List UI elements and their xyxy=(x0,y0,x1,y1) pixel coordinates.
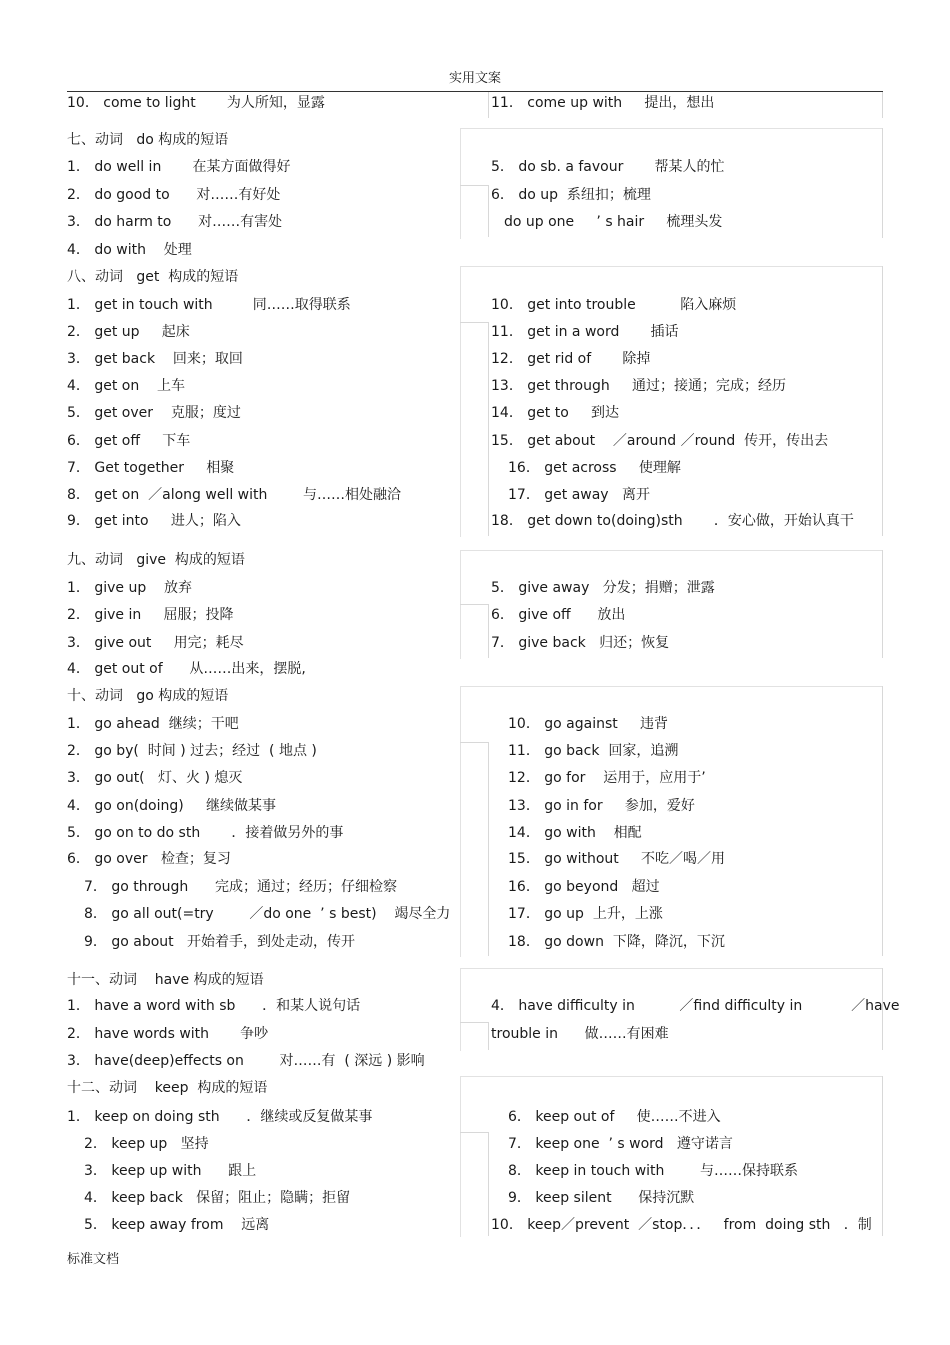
phrase-entry: do up one ’ s hair 梳理头发 xyxy=(504,214,723,230)
table-line xyxy=(488,322,489,536)
table-line xyxy=(882,266,883,536)
phrase-entry: 3． have(deep)effects on 对……有 ( 深远 ) 影响 xyxy=(67,1053,425,1069)
table-line xyxy=(460,1132,488,1133)
phrase-entry: 8． keep in touch with 与……保持联系 xyxy=(508,1163,798,1179)
phrase-entry: 14． go with 相配 xyxy=(508,825,642,841)
table-box xyxy=(460,1076,883,1237)
phrase-entry: 5． do sb. a favour 帮某人的忙 xyxy=(491,159,725,175)
phrase-entry: 15． get about ／around ／round 传开，传出去 xyxy=(491,433,829,449)
phrase-entry: 14． get to 到达 xyxy=(491,405,620,421)
table-line xyxy=(460,185,488,186)
page-footer: 标准文档 xyxy=(67,1252,120,1267)
phrase-entry: 15． go without 不吃／喝／用 xyxy=(508,851,726,867)
phrase-entry: 6． give off 放出 xyxy=(491,607,626,623)
section-heading: 十一、动词 have 构成的短语 xyxy=(67,972,264,988)
phrase-entry: 11． go back 回家，追溯 xyxy=(508,743,679,759)
section-heading: 八、动词 get 构成的短语 xyxy=(67,269,239,285)
phrase-entry: 17． get away 离开 xyxy=(508,487,650,503)
phrase-entry: 1． give up 放弃 xyxy=(67,580,193,596)
table-line xyxy=(882,1076,883,1236)
phrase-entry: 7． go through 完成；通过；经历；仔细检察 xyxy=(84,879,397,895)
table-line xyxy=(488,1132,489,1236)
phrase-entry: 7． keep one ’ s word 遵守诺言 xyxy=(508,1136,733,1152)
phrase-entry: trouble in 做……有困难 xyxy=(491,1026,669,1042)
phrase-entry: 5． give away 分发；捐赠；泄露 xyxy=(491,580,715,596)
phrase-entry: 13． go in for 参加，爱好 xyxy=(508,798,695,814)
phrase-entry: 4． do with 处理 xyxy=(67,242,192,258)
table-line xyxy=(488,604,489,658)
phrase-entry: 11． get in a word 插话 xyxy=(491,324,679,340)
phrase-entry: 9． get into 进人；陷入 xyxy=(67,513,241,529)
phrase-entry: 4． get out of 从……出来，摆脱, xyxy=(67,661,306,677)
page-header: 实用文案 xyxy=(448,71,501,86)
phrase-entry: 6． go over 检查；复习 xyxy=(67,851,231,867)
phrase-entry: 10． come to light 为人所知，显露 xyxy=(67,95,325,111)
phrase-entry: 12． get rid of 除掉 xyxy=(491,351,651,367)
phrase-entry: 1． do well in 在某方面做得好 xyxy=(67,159,291,175)
phrase-entry: 10． keep／prevent ／stop．．． from doing sth ．制 xyxy=(491,1217,872,1233)
table-line xyxy=(882,128,883,238)
table-line xyxy=(882,686,883,956)
phrase-entry: 12． go for 运用于，应用于’ xyxy=(508,770,706,786)
phrase-entry: 3． keep up with 跟上 xyxy=(84,1163,257,1179)
header-rule xyxy=(67,91,883,92)
phrase-entry: 5． go on to do sth ．接着做另外的事 xyxy=(67,825,344,841)
table-line xyxy=(460,1022,488,1023)
phrase-entry: 1． keep on doing sth ．继续或反复做某事 xyxy=(67,1109,373,1125)
phrase-entry: 4． go on(doing) 继续做某事 xyxy=(67,798,276,814)
phrase-entry: 1． get in touch with 同……取得联系 xyxy=(67,297,351,313)
phrase-entry: 18． get down to(doing)sth ．安心做，开始认真干 xyxy=(491,513,854,529)
phrase-entry: 11． come up with 提出，想出 xyxy=(491,95,715,111)
phrase-entry: 10． go against 违背 xyxy=(508,716,669,732)
table-line xyxy=(882,550,883,658)
table-line xyxy=(460,604,488,605)
phrase-entry: 9． keep silent 保持沉默 xyxy=(508,1190,695,1206)
section-heading: 七、动词 do 构成的短语 xyxy=(67,132,229,148)
phrase-entry: 3． do harm to 对……有害处 xyxy=(67,214,283,230)
phrase-entry: 6． get off 下车 xyxy=(67,433,191,449)
phrase-entry: 2． do good to 对……有好处 xyxy=(67,187,281,203)
phrase-entry: 2． go by( 时间 ) 过去；经过 ( 地点 ) xyxy=(67,743,317,759)
table-line xyxy=(488,92,489,118)
phrase-entry: 3． get back 回来；取回 xyxy=(67,351,243,367)
table-line xyxy=(460,322,488,323)
phrase-entry: 5． keep away from 远离 xyxy=(84,1217,270,1233)
table-line xyxy=(460,742,488,743)
phrase-entry: 4． keep back 保留；阻止；隐瞒；拒留 xyxy=(84,1190,351,1206)
section-heading: 十、动词 go 构成的短语 xyxy=(67,688,229,704)
section-heading: 九、动词 give 构成的短语 xyxy=(67,552,245,568)
phrase-entry: 2． get up 起床 xyxy=(67,324,190,340)
phrase-entry: 1． go ahead 继续；干吧 xyxy=(67,716,239,732)
phrase-entry: 9． go about 开始着手，到处走动，传开 xyxy=(84,934,356,950)
table-line xyxy=(488,742,489,956)
phrase-entry: 6． keep out of 使……不进入 xyxy=(508,1109,721,1125)
phrase-entry: 16． get across 使理解 xyxy=(508,460,681,476)
phrase-entry: 4． have difficulty in ／find difficulty in ／have xyxy=(491,998,900,1014)
phrase-entry: 8． go all out(=try ／do one ’ s best) 竭尽全力 xyxy=(84,906,451,922)
phrase-entry: 13． get through 通过；接通；完成；经历 xyxy=(491,378,786,394)
phrase-entry: 2． give in 屈服；投降 xyxy=(67,607,234,623)
phrase-entry: 6． do up 系纽扣；梳理 xyxy=(491,187,651,203)
phrase-entry: 18． go down 下降，降沉，下沉 xyxy=(508,934,725,950)
table-line xyxy=(488,1022,489,1050)
phrase-entry: 2． keep up 坚持 xyxy=(84,1136,209,1152)
phrase-entry: 8． get on ／along well with 与……相处融洽 xyxy=(67,487,401,503)
phrase-entry: 7． give back 归还；恢复 xyxy=(491,635,670,651)
phrase-entry: 3． go out( 灯、火 ) 熄灭 xyxy=(67,770,243,786)
table-line xyxy=(488,185,489,237)
phrase-entry: 4． get on 上车 xyxy=(67,378,186,394)
phrase-entry: 16． go beyond 超过 xyxy=(508,879,660,895)
phrase-entry: 1． have a word with sb ．和某人说句话 xyxy=(67,998,361,1014)
phrase-entry: 17． go up 上升，上涨 xyxy=(508,906,663,922)
phrase-entry: 2． have words with 争吵 xyxy=(67,1026,269,1042)
section-heading: 十二、动词 keep 构成的短语 xyxy=(67,1080,268,1096)
table-line xyxy=(882,92,883,118)
phrase-entry: 5． get over 克服；度过 xyxy=(67,405,241,421)
phrase-entry: 10． get into trouble 陷入麻烦 xyxy=(491,297,737,313)
phrase-entry: 3． give out 用完；耗尽 xyxy=(67,635,244,651)
phrase-entry: 7． Get together 相聚 xyxy=(67,460,235,476)
